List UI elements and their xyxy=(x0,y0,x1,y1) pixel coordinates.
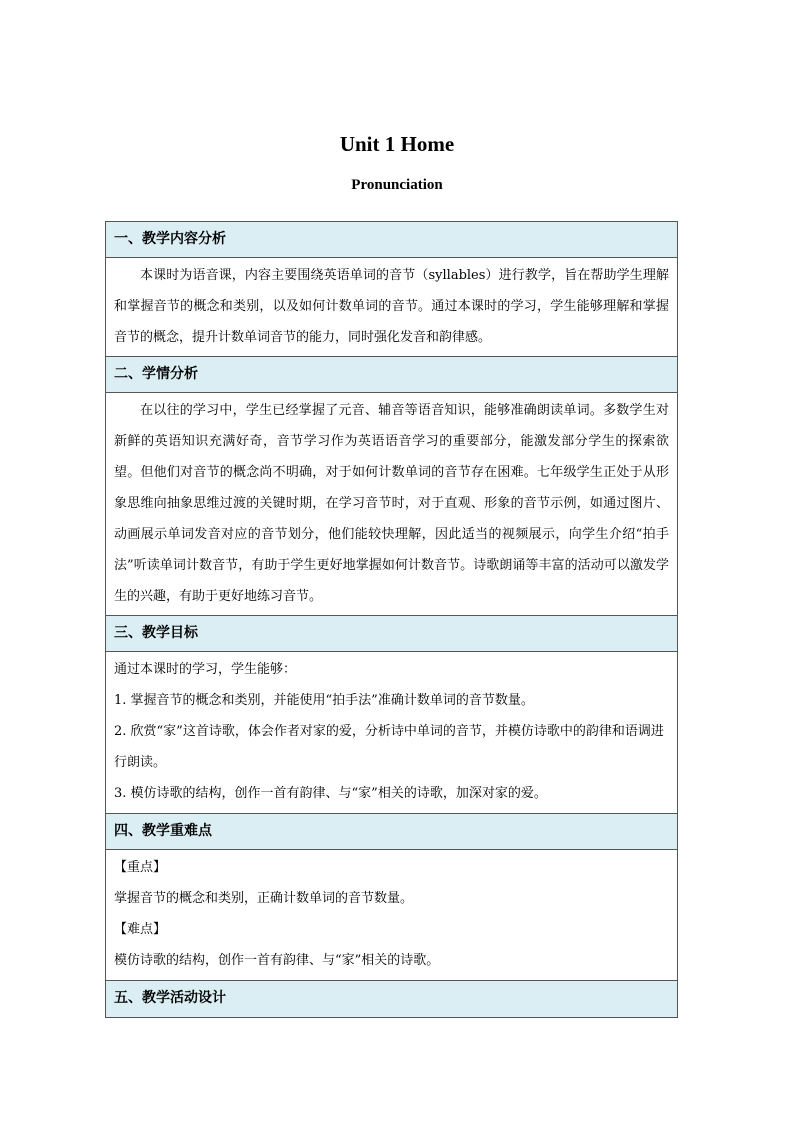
section-body-objectives xyxy=(106,652,677,814)
section-heading-key-points: 四、教学重难点 xyxy=(106,814,677,850)
section-heading-learner-analysis: 二、学情分析 xyxy=(106,357,677,393)
focus-text: 掌握音节的概念和类别，正确计数单词的音节数量。 xyxy=(114,891,414,906)
focus-label: 【重点】 xyxy=(114,860,167,875)
document-title: Unit 1 Home xyxy=(339,132,455,156)
objective-item: 3. 模仿诗歌的结构，创作一首有韵律、与“家”相关的诗歌，加深对家的爱。 xyxy=(114,786,547,801)
section-body-learner-analysis xyxy=(106,393,677,616)
content-analysis-paragraph: 本课时为语音课，内容主要围绕英语单词的音节（syllables）进行教学，旨在帮助学生理解和掌握音节的概念和类别，以及如何计数单词的音节。通过本课时的学习，学生能够理解和掌握音节的概念，提升计数单词音节的能力，同时强化发音和韵律感。 xyxy=(114,268,669,345)
document-subtitle: Pronunciation xyxy=(351,177,443,193)
difficulty-text: 模仿诗歌的结构，创作一首有韵律、与“家”相关的诗歌。 xyxy=(114,953,440,968)
objectives-intro: 通过本课时的学习，学生能够： xyxy=(114,662,297,677)
section-heading-activity-design: 五、教学活动设计 xyxy=(106,981,677,1017)
objective-item: 1. 掌握音节的概念和类别，并能使用“拍手法”准确计数单词的音节数量。 xyxy=(114,693,534,708)
lesson-plan-table xyxy=(105,221,678,1018)
section-body-key-points xyxy=(106,850,677,981)
section-heading-content-analysis: 一、教学内容分析 xyxy=(106,222,677,258)
section-body-content-analysis xyxy=(106,258,677,357)
objective-item: 2. 欣赏“家”这首诗歌，体会作者对家的爱，分析诗中单词的音节，并模仿诗歌中的韵律和语调进行朗读。 xyxy=(114,724,664,770)
learner-analysis-paragraph: 在以往的学习中，学生已经掌握了元音、辅音等语音知识，能够准确朗读单词。多数学生对新鲜的英语知识充满好奇，音节学习作为英语语音学习的重要部分，能激发部分学生的探索欲望。但他们对音节的概念尚不明确，对于如何计数单词的音节存在困难。七年级学生正处于从形象思维向抽象思维过渡的关键时期，在学习音节时，对于直观、形象的音节示例，如通过图片、动画展示单词发音对应的音节划分，他们能较快理解，因此适当的视频展示，向学生介绍“拍手法”听读单词计数音节，有助于学生更好地掌握如何计数音节。诗歌朗诵等丰富的活动可以激发学生的兴趣，有助于更好地练习音节。 xyxy=(114,403,669,604)
section-heading-objectives: 三、教学目标 xyxy=(106,616,677,652)
difficulty-label: 【难点】 xyxy=(114,922,167,937)
